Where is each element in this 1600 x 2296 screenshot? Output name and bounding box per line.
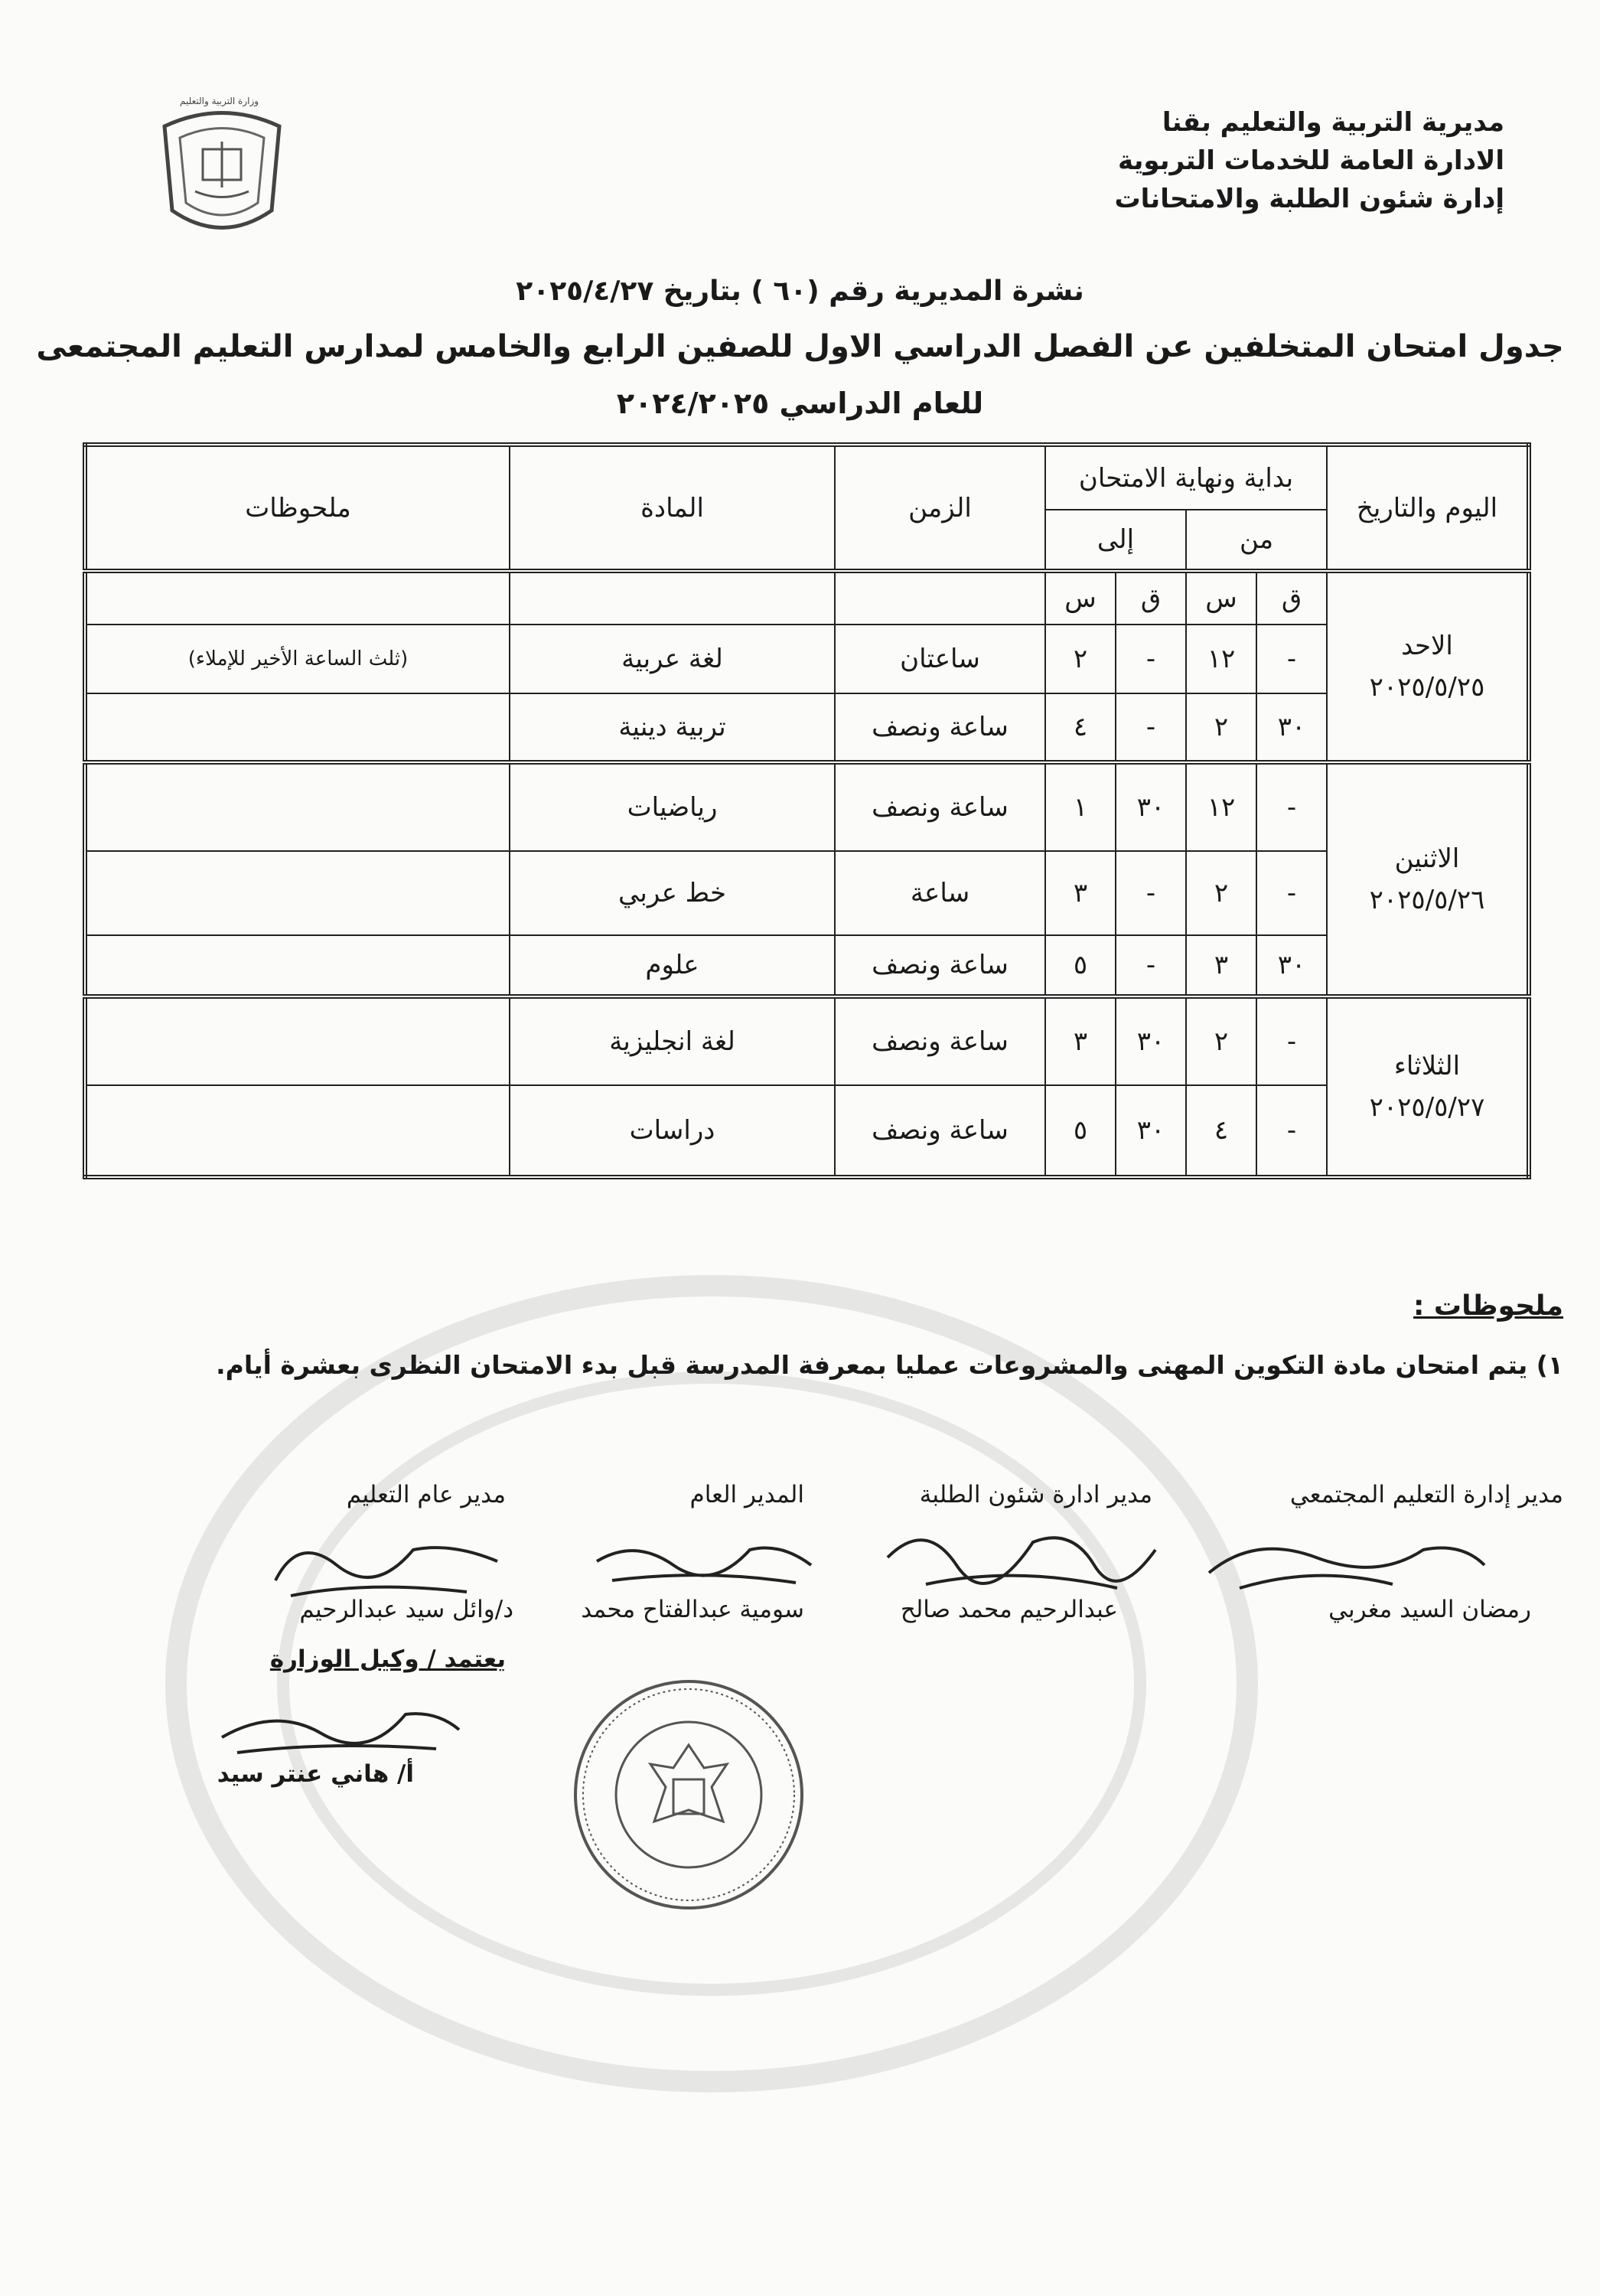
day-name: الاحد [1401, 631, 1453, 661]
table-row [85, 1085, 1529, 1177]
official-seal [570, 1676, 807, 1913]
to-hour: ٥ [1045, 935, 1116, 996]
duration: ساعة ونصف [835, 935, 1045, 996]
to-minute: ٣٠ [1116, 1085, 1186, 1177]
header-start-end: بداية ونهاية الامتحان [1045, 445, 1327, 510]
from-hour: ٣ [1186, 935, 1256, 996]
to-hour: ١ [1045, 762, 1116, 851]
duration: ساعة ونصف [835, 693, 1045, 762]
day-date: ٢٠٢٥/٥/٢٧ [1369, 1092, 1485, 1123]
subject: تربية دينية [510, 693, 835, 762]
handwritten-signature [1194, 1519, 1500, 1603]
from-minute: - [1256, 996, 1327, 1085]
from-hour: ٢ [1186, 851, 1256, 935]
unit-hour: س [1186, 571, 1256, 625]
empty-cell [835, 571, 1045, 625]
day-date: ٢٠٢٥/٥/٢٥ [1369, 672, 1485, 703]
duration: ساعة ونصف [835, 1085, 1045, 1177]
from-hour: ٢ [1186, 996, 1256, 1085]
signature-name: د/وائل سيد عبدالرحيم [299, 1596, 513, 1623]
signature-title: مدير ادارة شئون الطلبة [919, 1481, 1152, 1508]
to-minute: - [1116, 693, 1186, 762]
row-note: (ثلث الساعة الأخير للإملاء) [85, 625, 510, 693]
note-item: ١) يتم امتحان مادة التكوين المهنى والمشروعات عمليا بمعرفة المدرسة قبل بدء الامتحان النظرى بعشرة أيام. [216, 1350, 1563, 1380]
from-minute: - [1256, 1085, 1327, 1177]
logo-text: وزارة التربية والتعليم [180, 96, 259, 106]
row-note [85, 996, 510, 1085]
from-minute: ٣٠ [1256, 935, 1327, 996]
duration: ساعة ونصف [835, 762, 1045, 851]
to-hour: ٤ [1045, 693, 1116, 762]
bulletin-number-date: نشرة المديرية رقم (٦٠ ) بتاريخ ٢٠٢٥/٤/٢٧ [516, 276, 1084, 307]
header-from: من [1186, 510, 1327, 571]
header-day-date: اليوم والتاريخ [1327, 445, 1529, 571]
row-note [85, 1085, 510, 1177]
to-minute: - [1116, 625, 1186, 693]
from-minute: ٣٠ [1256, 693, 1327, 762]
day-name: الاثنين [1394, 843, 1460, 874]
table-row [85, 693, 1529, 762]
header-general-administration: الادارة العامة للخدمات التربوية [1118, 145, 1504, 176]
signature-title: مدير عام التعليم [346, 1481, 506, 1508]
from-minute: - [1256, 851, 1327, 935]
day-cell [1327, 571, 1529, 762]
signature-title: مدير إدارة التعليم المجتمعي [1289, 1481, 1563, 1508]
header-to: إلى [1045, 510, 1186, 571]
duration: ساعة [835, 851, 1045, 935]
handwritten-signature [582, 1523, 826, 1592]
header-notes: ملحوظات [85, 445, 510, 571]
subject: دراسات [510, 1085, 835, 1177]
notes-heading: ملحوظات : [1413, 1290, 1563, 1322]
from-minute: - [1256, 762, 1327, 851]
to-hour: ٥ [1045, 1085, 1116, 1177]
to-hour: ٢ [1045, 625, 1116, 693]
empty-cell [85, 571, 510, 625]
approval-title: يعتمد / وكيل الوزارة [269, 1645, 506, 1673]
table-row [85, 625, 1529, 693]
header-directorate: مديرية التربية والتعليم بقنا [1162, 107, 1504, 138]
table-row [85, 935, 1529, 996]
header-duration: الزمن [835, 445, 1045, 571]
to-minute: - [1116, 935, 1186, 996]
header-subject: المادة [510, 445, 835, 571]
from-hour: ٤ [1186, 1085, 1256, 1177]
from-hour: ١٢ [1186, 625, 1256, 693]
signature-title: المدير العام [689, 1481, 804, 1508]
to-minute: ٣٠ [1116, 762, 1186, 851]
subject: رياضيات [510, 762, 835, 851]
table-row [85, 996, 1529, 1085]
day-name: الثلاثاء [1393, 1051, 1461, 1081]
unit-minute: ق [1116, 571, 1186, 625]
row-note [85, 935, 510, 996]
approval-name: أ/ هاني عنتر سيد [217, 1760, 414, 1788]
duration: ساعتان [835, 625, 1045, 693]
from-minute: - [1256, 625, 1327, 693]
day-cell [1327, 762, 1529, 996]
exam-schedule-table [83, 442, 1531, 1179]
to-hour: ٣ [1045, 996, 1116, 1085]
day-cell [1327, 996, 1529, 1177]
signature-name: عبدالرحيم محمد صالح [900, 1596, 1118, 1623]
handwritten-signature [253, 1519, 528, 1603]
duration: ساعة ونصف [835, 996, 1045, 1085]
subject: لغة عربية [510, 625, 835, 693]
row-note [85, 693, 510, 762]
day-date: ٢٠٢٥/٥/٢٦ [1369, 885, 1485, 915]
unit-hour: س [1045, 571, 1116, 625]
units-row [85, 571, 1529, 625]
table-row [85, 762, 1529, 851]
from-hour: ١٢ [1186, 762, 1256, 851]
subject: لغة انجليزية [510, 996, 835, 1085]
ministry-logo [149, 96, 295, 249]
handwritten-signature [865, 1512, 1171, 1603]
table-row [85, 851, 1529, 935]
subject: خط عربي [510, 851, 835, 935]
row-note [85, 762, 510, 851]
header-row [85, 445, 1529, 510]
from-hour: ٢ [1186, 693, 1256, 762]
row-note [85, 851, 510, 935]
empty-cell [510, 571, 835, 625]
approval-signature [207, 1691, 474, 1760]
to-minute: - [1116, 851, 1186, 935]
header-department: إدارة شئون الطلبة والامتحانات [1114, 184, 1504, 214]
signature-name: سومية عبدالفتاح محمد [581, 1596, 804, 1623]
subject: علوم [510, 935, 835, 996]
document-title: جدول امتحان المتخلفين عن الفصل الدراسي الاول للصفين الرابع والخامس لمدارس التعليم المجتمعى [36, 329, 1564, 364]
signature-name: رمضان السيد مغربي [1328, 1596, 1531, 1623]
to-hour: ٣ [1045, 851, 1116, 935]
academic-year: للعام الدراسي ٢٠٢٤/٢٠٢٥ [616, 386, 984, 420]
to-minute: ٣٠ [1116, 996, 1186, 1085]
unit-minute: ق [1256, 571, 1327, 625]
